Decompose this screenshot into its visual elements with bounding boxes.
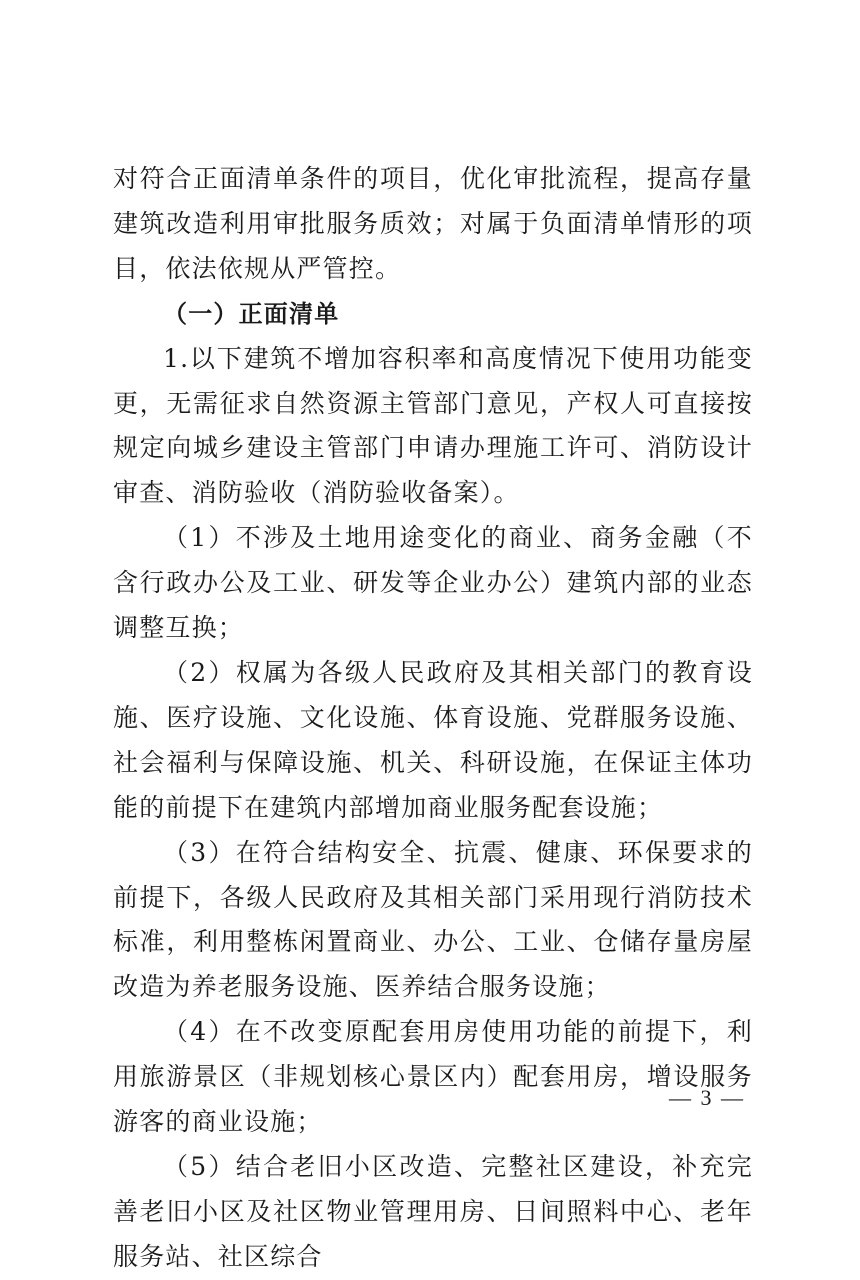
paragraph-subitem-1: （1）不涉及土地用途变化的商业、商务金融（不含行政办公及工业、研发等企业办公）建筑内部的业态调整互换； — [113, 523, 753, 643]
paragraph-intro: 对符合正面清单条件的项目，优化审批流程，提高存量建筑改造利用审批服务质效；对属于负面清单情形的项目，依法依规从严管控。 — [113, 164, 753, 283]
paragraph-subitem-2: （2）权属为各级人民政府及其相关部门的教育设施、医疗设施、文化设施、体育设施、党群服务设施、社会福利与保障设施、机关、科研设施，在保证主体功能的前提下在建筑内部增加商业服务配套设施； — [113, 657, 753, 822]
paragraph-item-1: 1.以下建筑不增加容积率和高度情况下使用功能变更，无需征求自然资源主管部门意见，产权人可直接按规定向城乡建设主管部门申请办理施工许可、消防设计审查、消防验收（消防验收备案）。 — [113, 343, 753, 508]
page-number: — 3 — — [669, 1085, 745, 1110]
paragraph-subitem-4: （4）在不改变原配套用房使用功能的前提下，利用旅游景区（非规划核心景区内）配套用房，增设服务游客的商业设施； — [113, 1017, 753, 1137]
section-heading-positive-list: （一）正面清单 — [163, 299, 340, 328]
document-body — [113, 157, 753, 1280]
paragraph-subitem-5: （5）结合老旧小区改造、完整社区建设，补充完善老旧小区及社区物业管理用房、日间照料中心、老年服务站、社区综合 — [113, 1151, 753, 1271]
paragraph-subitem-3: （3）在符合结构安全、抗震、健康、环保要求的前提下，各级人民政府及其相关部门采用现行消防技术标准，利用整栋闲置商业、办公、工业、仓储存量房屋改造为养老服务设施、医养结合服务设施； — [113, 837, 753, 1002]
